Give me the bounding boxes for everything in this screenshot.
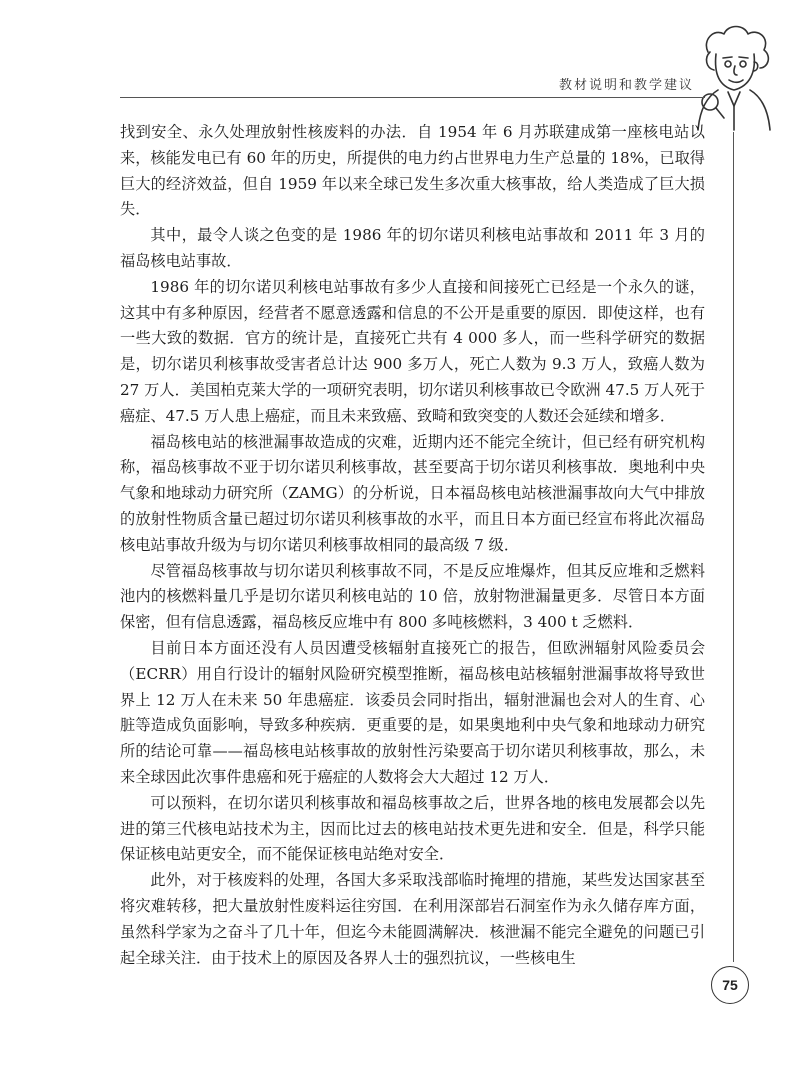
scientist-mascot-illustration	[688, 22, 780, 132]
paragraph-6: 目前日本方面还没有人员因遭受核辐射直接死亡的报告，但欧洲辐射风险委员会（ECRR）用自行设计的辐射风险研究模型推断，福岛核电站核辐射泄漏事故将导致世界上 12 万人在未来 50 年患癌症．该委员会同时指出，辐射泄漏也会对人的生育、心脏等造成负面影响，导致多种疾病．更重要的是，如果奥地利中央气象和地球动力研究所的结论可靠——福岛核电站核事故的放射性污染要高于切尔诺贝利核事故，那么，未来全球因此次事件患癌和死于癌症的人数将会大大超过 12 万人．	[120, 638, 705, 786]
margin-rule	[733, 132, 734, 962]
paragraph-1: 找到安全、永久处理放射性核废料的办法．自 1954 年 6 月苏联建成第一座核电站以来，核能发电已有 60 年的历史，所提供的电力约占世界电力生产总量的 18%，已取得巨大的经济效益，但自 1959 年以来全球已发生多次重大核事故，给人类造成了巨大损失．	[120, 123, 705, 219]
paragraph-3: 1986 年的切尔诺贝利核电站事故有多少人直接和间接死亡已经是一个永久的谜，这其中有多种原因，经营者不愿意透露和信息的不公开是重要的原因．即使这样，也有一些大致的数据．官方的统计是，直接死亡共有 4 000 多人，而一些科学研究的数据是，切尔诺贝利核事故受害者总计达 900 多万人，死亡人数为 9.3 万人，致癌人数为 27 万人．美国柏克莱大学的一项研究表明，切尔诺贝利核事故已令欧洲 47.5 万人死于癌症、47.5 万人患上癌症，而且未来致癌、致畸和致突变的人数还会延续和增多．	[120, 277, 705, 425]
running-header-title: 教材说明和教学建议	[558, 78, 694, 93]
paragraph-2: 其中，最令人谈之色变的是 1986 年的切尔诺贝利核电站事故和 2011 年 3 月的福岛核电站事故．	[120, 226, 705, 270]
header-rule	[120, 97, 705, 98]
paragraph-7: 可以预料，在切尔诺贝利核事故和福岛核事故之后，世界各地的核电发展都会以先进的第三代核电站技术为主，因而比过去的核电站技术更先进和安全．但是，科学只能保证核电站更安全，而不能保证核电站绝对安全．	[120, 793, 705, 864]
paragraph-5: 尽管福岛核事故与切尔诺贝利核事故不同，不是反应堆爆炸，但其反应堆和乏燃料池内的核燃料量几乎是切尔诺贝利核电站的 10 倍，放射物泄漏量更多．尽管日本方面保密，但有信息透露，福岛核反应堆中有 800 多吨核燃料，3 400 t 乏燃料．	[120, 561, 705, 632]
page-number-badge: 75	[711, 966, 749, 1004]
paragraph-8: 此外，对于核废料的处理，各国大多采取浅部临时掩埋的措施，某些发达国家甚至将灾难转移，把大量放射性废料运往穷国．在利用深部岩石洞室作为永久储存库方面，虽然科学家为之奋斗了几十年，但迄今未能圆满解决．核泄漏不能完全避免的问题已引起全球关注．由于技术上的原因及各界人士的强烈抗议，一些核电生	[120, 871, 705, 967]
paragraph-4: 福岛核电站的核泄漏事故造成的灾难，近期内还不能完全统计，但已经有研究机构称，福岛核事故不亚于切尔诺贝利核事故，甚至要高于切尔诺贝利核事故．奥地利中央气象和地球动力研究所（ZAMG）的分析说，日本福岛核电站核泄漏事故向大气中排放的放射性物质含量已超过切尔诺贝利核事故的水平，而且日本方面已经宣布将此次福岛核电站事故升级为与切尔诺贝利核事故相同的最高级 7 级．	[120, 432, 705, 554]
body-text	[120, 120, 705, 971]
